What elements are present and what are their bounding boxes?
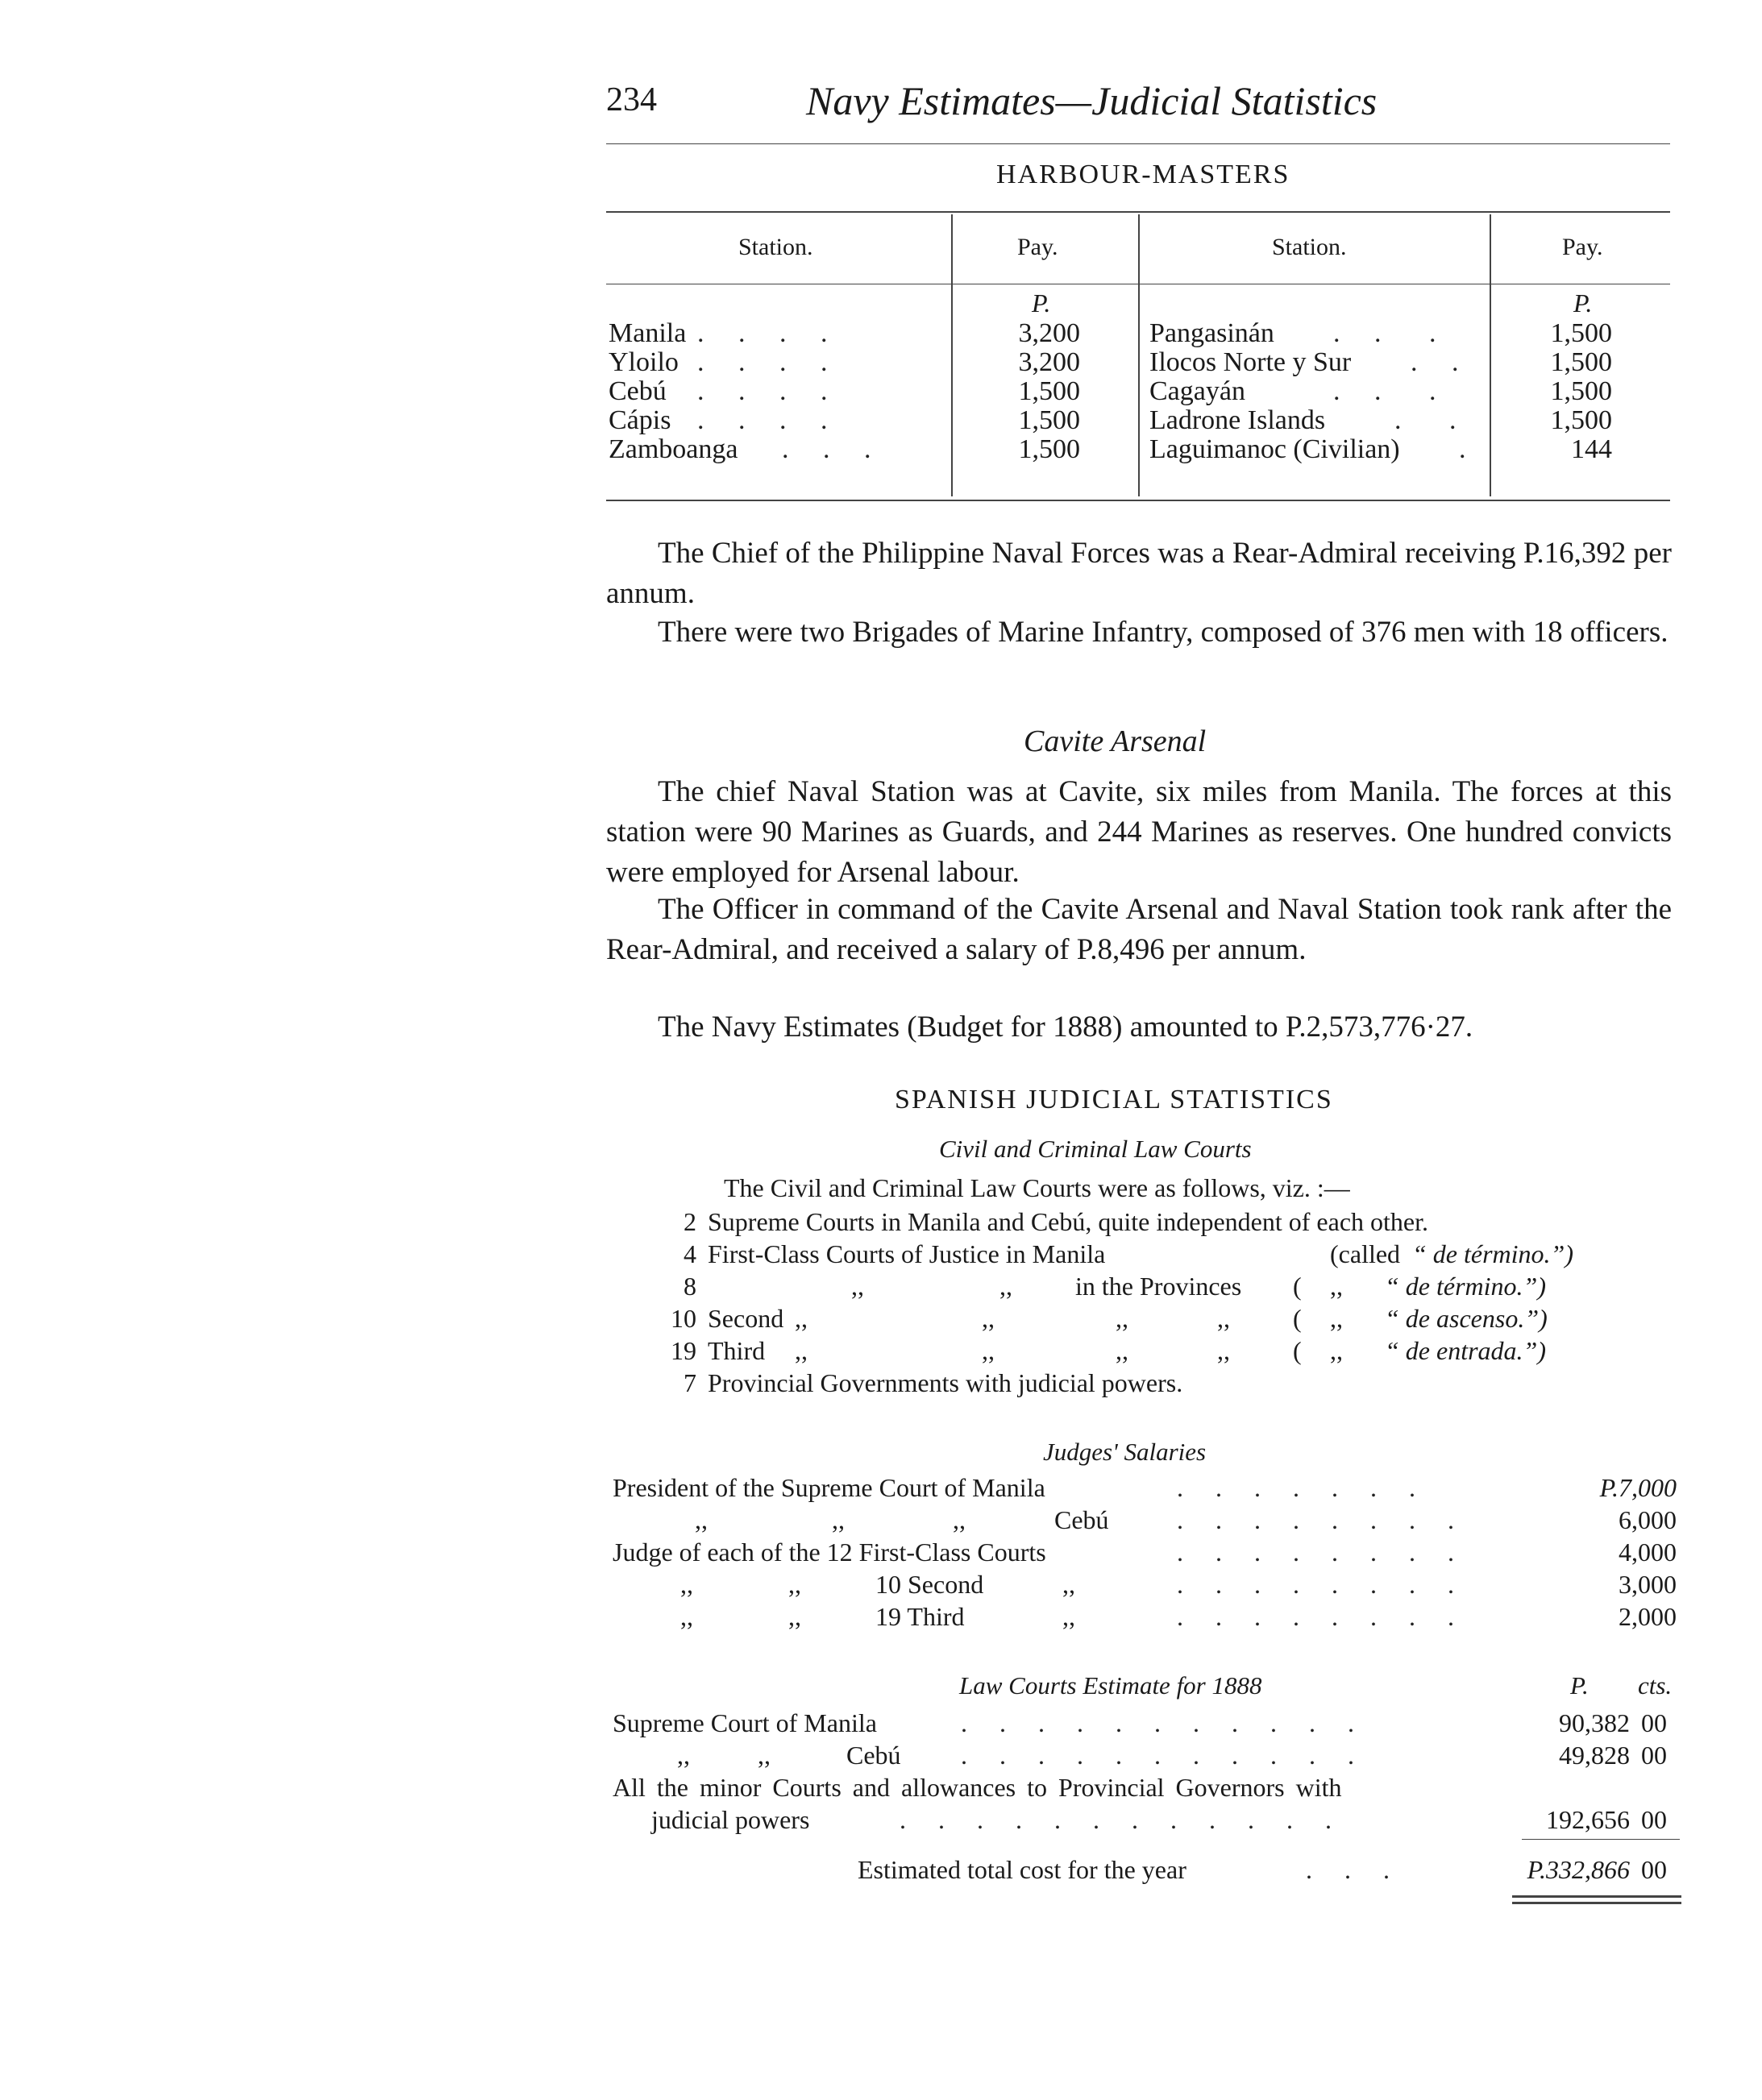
header-rule: [606, 143, 1670, 144]
judicial-intro: The Civil and Criminal Law Courts were as follows, viz. :—: [724, 1173, 1350, 1202]
arsenal-heading: Cavite Arsenal: [1024, 724, 1207, 758]
table-row: Judge of each of the 12 First-Class Courts . . . . . . . . 4,000: [613, 1538, 1677, 1567]
court-lines: [661, 1206, 1677, 1399]
pay-value: 1,500: [1550, 405, 1612, 435]
col-pay-right: Pay.: [1562, 234, 1603, 260]
estimate-title: Law Courts Estimate for 1888: [959, 1671, 1262, 1700]
paragraph-brigades: There were two Brigades of Marine Infantry, composed of 376 men with 18 officers.: [658, 616, 1668, 649]
table-row: Ilocos Norte y Sur . .: [1149, 347, 1459, 377]
col-pay-left: Pay.: [1017, 234, 1058, 260]
table-divider-2: [1138, 214, 1140, 496]
pay-value: 3,200: [1018, 347, 1080, 377]
salaries-list: [613, 1471, 1677, 1633]
pay-value: 1,500: [1018, 376, 1080, 406]
pay-value: 144: [1571, 434, 1612, 464]
pay-value: 3,200: [1018, 318, 1080, 348]
paragraph-cavite: The chief Naval Station was at Cavite, six miles from Manila. The forces at this station were 90 Marines as Guards, and 244 Marines as reserves. One hundred convicts were employed for Arsenal labour.: [606, 775, 1672, 889]
pay-value: 1,500: [1018, 405, 1080, 435]
table-row: Cagayán . . .: [1149, 376, 1436, 406]
table-row: Ladrone Islands . .: [1149, 405, 1457, 435]
salaries-title: Judges' Salaries: [1043, 1438, 1207, 1466]
table-row: Pangasinán . . .: [1149, 318, 1436, 348]
estimate-col-cts: cts.: [1638, 1671, 1673, 1700]
running-title: Navy Estimates—Judicial Statistics: [806, 78, 1378, 123]
table-row: Supreme Court of Manila . . . . . . . . . . . 90,382 00: [613, 1708, 1667, 1737]
harbour-title: HARBOUR-MASTERS: [996, 160, 1290, 189]
list-item: 7 Provincial Governments with judicial powers.: [684, 1368, 1183, 1397]
estimate-list: [613, 1707, 1677, 1836]
right-stations: [1149, 319, 1488, 464]
total-double-rule-top: [1512, 1895, 1681, 1898]
left-stations: [609, 319, 947, 464]
table-row: Yloilo . . . .: [609, 347, 828, 377]
list-item: 19 Third ,, ,, ,, ,, ( ,, “ de entrada.”): [671, 1336, 1546, 1365]
table-divider-3: [1490, 214, 1491, 496]
pay-value: 1,500: [1550, 376, 1612, 406]
judicial-title: SPANISH JUDICIAL STATISTICS: [895, 1085, 1333, 1114]
table-bottom-rule: [606, 500, 1670, 501]
table-row: Manila . . . .: [609, 318, 828, 348]
table-row: judicial powers . . . . . . . . . . . . 192,656 00: [651, 1805, 1667, 1834]
table-row: President of the Supreme Court of Manila . . . . . . . P.7,000: [613, 1473, 1677, 1502]
table-row: Zamboanga . . .: [609, 434, 871, 464]
col-station-left: Station.: [738, 234, 813, 260]
unit-right: P.: [1573, 288, 1593, 317]
list-item: 4 First-Class Courts of Justice in Manila (called “ de término.”): [684, 1239, 1573, 1268]
estimate-total-row: Estimated total cost for the year . . . P.332,866 00: [858, 1855, 1667, 1884]
page-number: 234: [606, 81, 657, 118]
list-item: 10 Second ,, ,, ,, ,, ( ,, “ de ascenso.”): [671, 1304, 1548, 1333]
table-row: ,, ,, Cebú . . . . . . . . . . . 49,828 00: [677, 1741, 1667, 1770]
left-pays: [991, 319, 1080, 464]
subtotal-rule: [1522, 1839, 1680, 1840]
pay-value: 1,500: [1550, 318, 1612, 348]
paragraph-estimates: The Navy Estimates (Budget for 1888) amounted to P.2,573,776·27.: [658, 1011, 1473, 1044]
pay-value: 1,500: [1018, 434, 1080, 464]
total-double-rule-bottom: [1512, 1902, 1681, 1904]
table-top-rule: [606, 211, 1670, 213]
judicial-subtitle: Civil and Criminal Law Courts: [939, 1135, 1252, 1163]
table-row: Laguimanoc (Civilian) .: [1149, 434, 1466, 464]
table-row: ,, ,, ,, Cebú . . . . . . . . 6,000: [695, 1505, 1677, 1534]
unit-left: P.: [1032, 288, 1051, 317]
table-row: Cebú . . . .: [609, 376, 828, 406]
paragraph-chief: The Chief of the Philippine Naval Forces was a Rear-Admiral receiving P.16,392 per annum.: [606, 537, 1672, 610]
pay-value: 1,500: [1550, 347, 1612, 377]
table-row: ,, ,, 10 Second ,, . . . . . . . . 3,000: [680, 1570, 1677, 1599]
estimate-col-p: P.: [1570, 1671, 1589, 1700]
col-station-right: Station.: [1272, 234, 1347, 260]
list-item: 8 ,, ,, in the Provinces ( ,, “ de término.”): [684, 1272, 1546, 1301]
paragraph-officer: The Officer in command of the Cavite Arsenal and Naval Station took rank after the Rear-Admiral, and received a salary of P.8,496 per annum.: [606, 893, 1672, 966]
right-pays: [1515, 319, 1612, 464]
table-row: ,, ,, 19 Third ,, . . . . . . . . 2,000: [680, 1602, 1677, 1631]
list-item: 2 Supreme Courts in Manila and Cebú, quite independent of each other.: [684, 1207, 1428, 1236]
table-row: All the minor Courts and allowances to Provincial Governors with: [613, 1773, 1342, 1802]
table-divider-1: [951, 214, 953, 496]
table-row: Cápis . . . .: [609, 405, 828, 435]
